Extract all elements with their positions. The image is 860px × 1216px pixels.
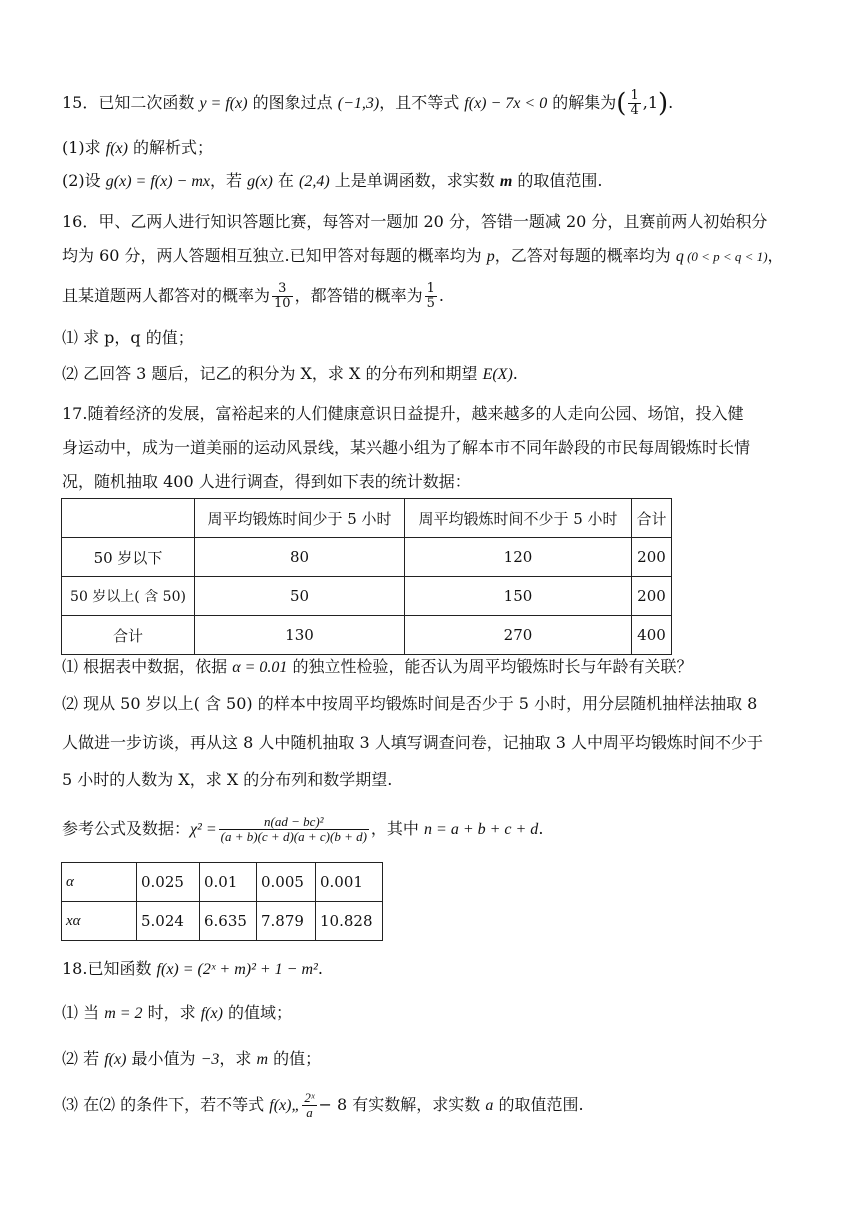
q16-text: 均为 60 分，两人答题相互独立.已知甲答对每题的概率均为 [62, 246, 487, 265]
chi-square-fraction [219, 815, 369, 844]
table-cell: 7.879 [257, 902, 316, 941]
q17-stem-line1: 17.随着经济的发展，富裕起来的人们健康意识日益提升，越来越多的人走向公园、场馆，投入健 [62, 404, 744, 423]
q16-text: ，都答错的概率为 [294, 286, 423, 305]
right-paren: ) [658, 88, 669, 119]
q16-text: ， [767, 246, 784, 265]
fraction-denominator: 10 [274, 296, 291, 311]
fraction-denominator: a [306, 1105, 313, 1120]
q16-math: (0 < p < q < 1) [683, 249, 768, 264]
q15-text: ，且不等式 [379, 93, 465, 112]
table-row [62, 538, 672, 577]
q16-fraction-1 [272, 282, 293, 311]
table-cell: 200 [632, 538, 672, 577]
formula-lhs: χ² = [190, 821, 217, 838]
q18-text: ⑵ 若 [62, 1049, 105, 1068]
q17-text: ⑴ 根据表中数据，依据 [62, 657, 233, 676]
q17-statistics-table [61, 498, 672, 655]
q18-text: 最小值为 [126, 1049, 201, 1068]
q17-text: ，其中 [370, 819, 425, 838]
q16-stem-line3 [62, 282, 820, 311]
q16-text: 且某道题两人都答对的概率为 [62, 286, 271, 305]
table-cell: xα [62, 902, 137, 941]
table-cell: 130 [195, 616, 405, 655]
q15-interval-tail: ,1 [642, 93, 658, 112]
table-header-cell: 周平均锻炼时间少于 5 小时 [195, 499, 405, 538]
q18-math: −3 [200, 1051, 220, 1068]
table-cell: 80 [195, 538, 405, 577]
table-cell: 6.635 [200, 902, 257, 941]
table-row [62, 902, 383, 941]
q18-text: ⑶ 在⑵ 的条件下，若不等式 [62, 1095, 270, 1114]
q17-part1 [62, 654, 820, 681]
q17-stem-line3: 况，随机抽取 400 人进行调查，得到如下表的统计数据： [62, 472, 471, 491]
q15-interval-fraction [628, 89, 640, 118]
fraction-numerator: 3 [272, 282, 293, 297]
q18-text: ⑴ 当 [62, 1003, 105, 1022]
q17-part2-line3: 5 小时的人数为 X，求 X 的分布列和数学期望. [62, 770, 393, 789]
q17-part2-line1: ⑵ 现从 50 岁以上( 含 50) 的样本中按周平均锻炼时间是否少于 5 小时，用分层随机抽样法抽取 8 [62, 694, 758, 713]
q18-part2 [62, 1046, 820, 1073]
q17-text: . [538, 819, 544, 838]
table-cell: 0.005 [257, 863, 316, 902]
q15-part1 [62, 135, 820, 162]
q17-text: 的独立性检验，能否认为周平均锻炼时长与年龄有关联？ [287, 657, 693, 676]
q15-math: m [499, 173, 513, 190]
fraction-numerator: 1 [630, 88, 639, 103]
q17-stem-line2: 身运动中，成为一道美丽的运动风景线，某兴趣小组为了解本市不同年龄段的市民每周锻炼时长情 [62, 438, 751, 457]
fraction-denominator: 5 [426, 296, 435, 311]
critical-value-table [61, 862, 383, 941]
q16-part2 [62, 361, 820, 388]
q17-part2-line2: 人做进一步访谈，再从这 8 人中随机抽取 3 人填写调查问卷，记抽取 3 人中周平均锻炼时间不少于 [62, 733, 764, 752]
fraction-numerator: n(ad − bc)² [219, 815, 369, 830]
table-cell: 合计 [62, 616, 195, 655]
table-row [62, 616, 672, 655]
q15-text: (2)设 [62, 171, 106, 190]
q16-text: ，乙答对每题的概率均为 [494, 246, 676, 265]
q15-inequality: f(x) − 7x < 0 [464, 95, 548, 112]
table-cell: 50 岁以下 [62, 538, 195, 577]
fraction-denominator: (a + b)(c + d)(a + c)(b + d) [220, 829, 367, 844]
q16-fraction-2 [425, 282, 437, 311]
q16-math: E(X) [482, 366, 513, 383]
q18-text: 18.已知函数 [62, 959, 157, 978]
table-cell: 0.025 [137, 863, 200, 902]
q15-text: 的解集为 [547, 93, 617, 112]
q18-fraction [302, 1091, 316, 1120]
q15-text: (1)求 [62, 138, 106, 157]
formula-label: 参考公式及数据： [62, 819, 191, 838]
table-cell: α [62, 863, 137, 902]
q15-part2 [62, 168, 820, 195]
q15-stem [62, 89, 820, 118]
q18-math: f(x)„ [269, 1097, 301, 1114]
q15-func: y = f(x) [199, 95, 248, 112]
table-header-cell: 合计 [632, 499, 672, 538]
q18-text: 的值域； [222, 1003, 293, 1022]
q15-text: . [668, 93, 674, 112]
q18-part1 [62, 1000, 820, 1027]
q17-math: α = 0.01 [232, 659, 288, 676]
q15-text: 在 [272, 171, 300, 190]
q18-math: a [485, 1097, 494, 1114]
q17-formula [62, 815, 820, 844]
q15-math: g(x) [247, 173, 273, 190]
q15-text: 的取值范围. [512, 171, 603, 190]
table-cell: 120 [405, 538, 632, 577]
q16-math: p [486, 248, 495, 265]
table-cell: 0.001 [316, 863, 383, 902]
table-row [62, 577, 672, 616]
q18-part3 [62, 1091, 820, 1120]
q18-text: − 8 有实数解，求实数 [318, 1095, 486, 1114]
q16-stem-line1: 16．甲、乙两人进行知识答题比赛，每答对一题加 20 分，答错一题减 20 分，且赛前两人初始积分 [62, 212, 768, 231]
q18-text: . [317, 959, 323, 978]
q15-math: (2,4) [299, 173, 330, 190]
q15-math: g(x) = f(x) − mx [105, 173, 210, 190]
q15-text: 15．已知二次函数 [62, 93, 200, 112]
q16-text: . [512, 364, 518, 383]
q18-math: m = 2 [104, 1005, 143, 1022]
q18-stem [62, 956, 820, 983]
table-header-cell: 周平均锻炼时间不少于 5 小时 [405, 499, 632, 538]
q15-text: 的解析式； [127, 138, 214, 157]
table-row [62, 863, 383, 902]
table-cell: 5.024 [137, 902, 200, 941]
q18-text: ，求 [219, 1049, 257, 1068]
q15-math: f(x) [105, 140, 128, 157]
q16-text: . [438, 286, 444, 305]
q18-text: 的取值范围. [493, 1095, 584, 1114]
table-cell: 200 [632, 577, 672, 616]
q17-math: n = a + b + c + d [424, 821, 539, 838]
q18-math: m [256, 1051, 269, 1068]
table-cell: 50 岁以上( 含 50) [62, 577, 195, 616]
table-cell: 50 [195, 577, 405, 616]
table-cell: 0.01 [200, 863, 257, 902]
fraction-denominator: 4 [630, 103, 639, 118]
fraction-numerator: 2ˣ [304, 1090, 315, 1105]
table-cell: 10.828 [316, 902, 383, 941]
q18-text: 的值； [268, 1049, 322, 1068]
table-cell: 150 [405, 577, 632, 616]
q18-math: f(x) [200, 1005, 223, 1022]
q15-text: 上是单调函数，求实数 [329, 171, 500, 190]
q18-text: 时，求 [142, 1003, 201, 1022]
q16-text: ⑵ 乙回答 3 题后，记乙的积分为 X，求 X 的分布列和期望 [62, 364, 483, 383]
q16-part1: ⑴ 求 p，q 的值； [62, 328, 194, 347]
q15-point: (−1,3) [337, 95, 380, 112]
left-paren: ( [616, 88, 627, 119]
q16-math: q [675, 248, 684, 265]
q18-function: f(x) = (2ˣ + m)² + 1 − m² [156, 961, 318, 978]
q15-text: 的图象过点 [247, 93, 338, 112]
table-cell: 400 [632, 616, 672, 655]
q15-text: ，若 [209, 171, 248, 190]
q18-math: f(x) [104, 1051, 127, 1068]
q16-stem-line2 [62, 243, 820, 270]
fraction-numerator: 1 [426, 281, 435, 296]
table-header-row [62, 499, 672, 538]
table-header-cell [62, 499, 195, 538]
table-cell: 270 [405, 616, 632, 655]
